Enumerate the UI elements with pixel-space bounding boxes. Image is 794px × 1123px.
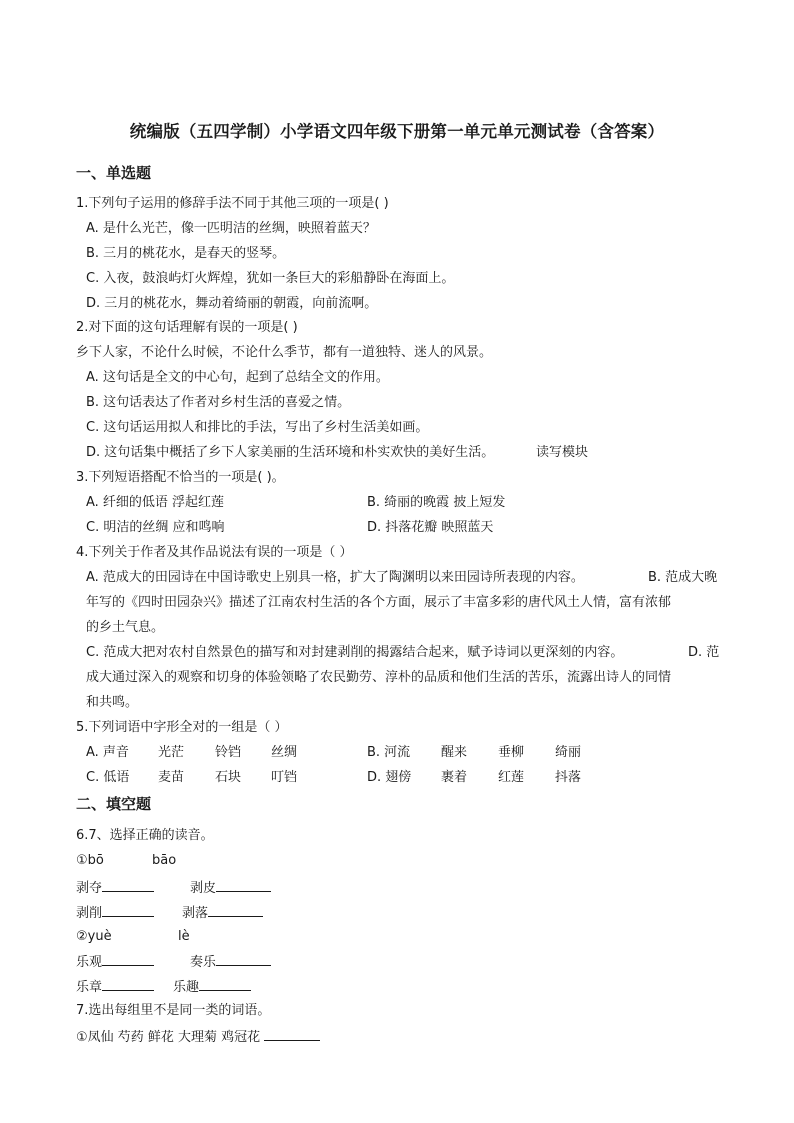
question-5-option-c-word-3: 石块 (215, 770, 242, 785)
answer-blank[interactable] (102, 877, 154, 892)
question-5-option-d-word-4: 抖落 (555, 770, 582, 785)
question-4-stem: 4.下列关于作者及其作品说法有误的一项是（ ） (76, 545, 353, 560)
question-2-option-c: C. 这句话运用拟人和排比的手法，写出了乡村生活美如画。 (86, 420, 429, 435)
answer-blank[interactable] (208, 902, 263, 917)
question-5-option-c-word-4: 叮铛 (271, 770, 298, 785)
question-6-row-3-item-1 (76, 951, 154, 973)
question-6-row-4-item-1 (76, 976, 154, 998)
question-6-row-4-item-2 (173, 976, 251, 998)
section-heading-single-choice: 一、单选题 (76, 164, 152, 182)
answer-blank[interactable] (102, 951, 154, 966)
question-5-option-a-word-1: A. 声音 (86, 745, 129, 760)
question-6-word: 乐章 (76, 980, 103, 995)
question-4-option-c: C. 范成大把对农村自然景色的描写和对封建剥削的揭露结合起来，赋予诗词以更深刻的内容。 (86, 645, 624, 660)
question-6-row-2-item-1 (76, 902, 154, 924)
question-2-option-b: B. 这句话表达了作者对乡村生活的喜爱之情。 (86, 395, 351, 410)
question-6-word: 乐观 (76, 955, 103, 970)
question-6-pinyin-2-b: lè (178, 929, 190, 944)
question-4-option-d-start: D. 范 (688, 645, 720, 660)
question-2-tag: 读写模块 (536, 445, 589, 460)
question-7-group-1 (76, 1026, 320, 1048)
question-6-pinyin-1-a: ①bō (76, 853, 104, 868)
question-3-stem: 3.下列短语搭配不恰当的一项是( )。 (76, 470, 285, 485)
question-5-option-c-word-2: 麦苗 (158, 770, 185, 785)
question-1-stem: 1.下列句子运用的修辞手法不同于其他三项的一项是( ) (76, 196, 389, 211)
question-3-option-d: D. 抖落花瓣 映照蓝天 (367, 520, 494, 535)
question-2-option-a: A. 这句话是全文的中心句，起到了总结全文的作用。 (86, 370, 389, 385)
question-1-option-b: B. 三月的桃花水，是春天的竖琴。 (86, 246, 286, 261)
question-5-option-b-word-2: 醒来 (441, 745, 468, 760)
answer-blank[interactable] (264, 1026, 320, 1041)
question-3-option-c: C. 明洁的丝绸 应和鸣响 (86, 520, 225, 535)
question-5-option-a-word-2: 光茫 (158, 745, 185, 760)
answer-blank[interactable] (216, 877, 271, 892)
answer-blank[interactable] (216, 951, 271, 966)
question-4-option-b-start: B. 范成大晚 (648, 570, 718, 585)
question-5-option-b-word-4: 绮丽 (555, 745, 582, 760)
question-1-option-d: D. 三月的桃花水，舞动着绮丽的朝霞，向前流啊。 (86, 296, 378, 311)
page-title: 统编版（五四学制）小学语文四年级下册第一单元单元测试卷（含答案） (129, 122, 665, 141)
question-1-option-c: C. 入夜，鼓浪屿灯火辉煌，犹如一条巨大的彩船静卧在海面上。 (86, 271, 455, 286)
question-6-word: 剥夺 (76, 881, 103, 896)
question-4-option-a: A. 范成大的田园诗在中国诗歌史上别具一格，扩大了陶渊明以来田园诗所表现的内容。 (86, 570, 584, 585)
question-4-option-b-cont: 年写的《四时田园杂兴》描述了江南农村生活的各个方面，展示了丰富多彩的唐代风土人情，富有浓郁 (86, 595, 672, 610)
question-5-option-b-word-3: 垂柳 (498, 745, 525, 760)
question-6-word: 剥削 (76, 906, 103, 921)
question-2-option-d: D. 这句话集中概括了乡下人家美丽的生活环境和朴实欢快的美好生活。 (86, 445, 495, 460)
question-5-option-d-word-2: 裹着 (441, 770, 468, 785)
question-3-option-a: A. 纤细的低语 浮起红莲 (86, 495, 225, 510)
answer-blank[interactable] (102, 902, 154, 917)
question-5-stem: 5.下列词语中字形全对的一组是（ ） (76, 720, 288, 735)
question-4-option-d-end: 和共鸣。 (86, 695, 139, 710)
question-7-stem: 7.选出每组里不是同一类的词语。 (76, 1003, 271, 1018)
question-6-word: 乐趣 (173, 980, 200, 995)
question-5-option-a-word-4: 丝绸 (271, 745, 298, 760)
question-4-option-b-end: 的乡土气息。 (86, 620, 165, 635)
question-4-option-d-cont: 成大通过深入的观察和切身的体验领略了农民勤劳、淳朴的品质和他们生活的苦乐，流露出诗人的同情 (86, 670, 672, 685)
question-5-option-d-word-1: D. 翅傍 (367, 770, 412, 785)
question-6-stem: 6.7、选择正确的读音。 (76, 828, 214, 843)
question-6-pinyin-2-a: ②yuè (76, 929, 112, 944)
question-6-row-1-item-1 (76, 877, 154, 899)
question-6-row-2-item-2 (182, 902, 263, 924)
question-6-pinyin-1-b: bāo (152, 853, 177, 868)
question-6-row-1-item-2 (190, 877, 271, 899)
question-5-option-b-word-1: B. 河流 (367, 745, 411, 760)
question-6-row-3-item-2 (190, 951, 271, 973)
question-6-word: 奏乐 (190, 955, 217, 970)
question-5-option-c-word-1: C. 低语 (86, 770, 130, 785)
question-7-group-1-words: ①凤仙 芍药 鲜花 大理菊 鸡冠花 (76, 1030, 261, 1045)
question-1-option-a: A. 是什么光芒，像一匹明洁的丝绸，映照着蓝天？ (86, 221, 376, 236)
answer-blank[interactable] (199, 976, 251, 991)
question-2-stem: 2.对下面的这句话理解有误的一项是( ) (76, 320, 298, 335)
question-5-option-d-word-3: 红莲 (498, 770, 525, 785)
question-2-quote: 乡下人家，不论什么时候，不论什么季节，都有一道独特、迷人的风景。 (76, 345, 493, 360)
question-5-option-a-word-3: 铃铛 (215, 745, 242, 760)
section-heading-fill-blank: 二、填空题 (76, 795, 152, 813)
question-3-option-b: B. 绮丽的晚霞 披上短发 (367, 495, 506, 510)
question-6-word: 剥落 (182, 906, 209, 921)
question-6-word: 剥皮 (190, 881, 217, 896)
answer-blank[interactable] (102, 976, 154, 991)
